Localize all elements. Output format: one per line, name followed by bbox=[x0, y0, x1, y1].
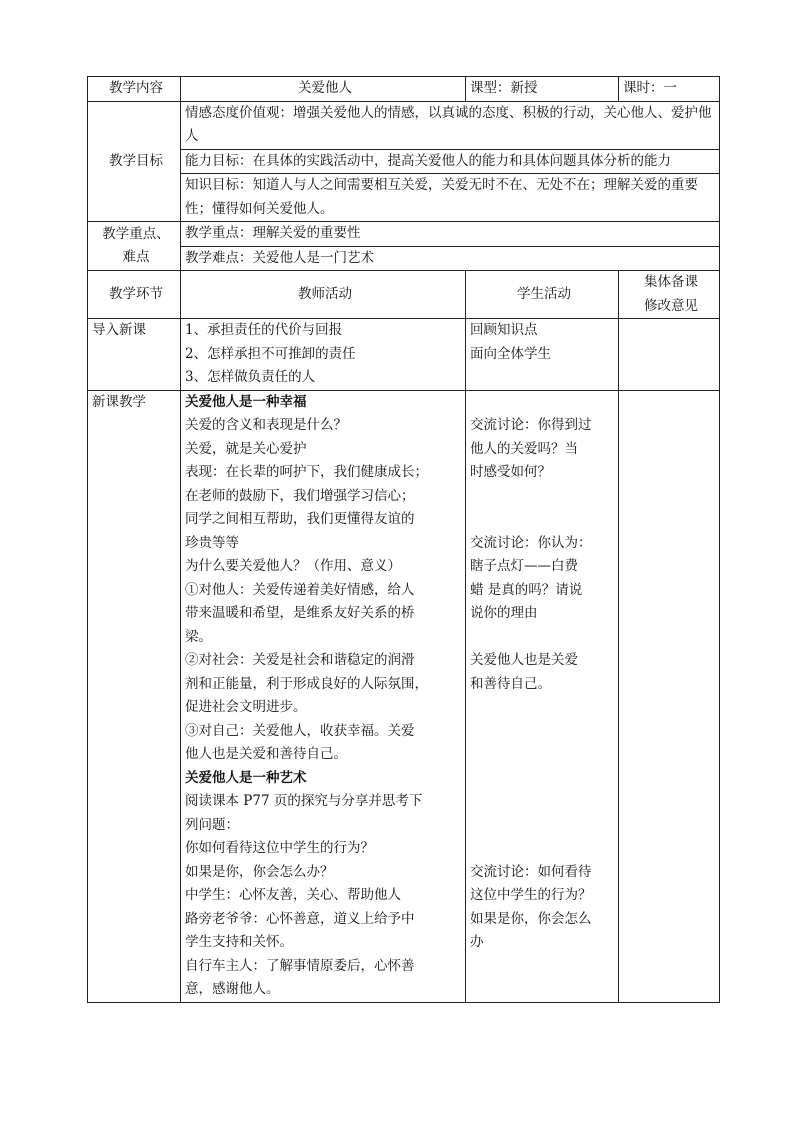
objective-row bbox=[88, 149, 720, 174]
lesson-type: 课型：新授 bbox=[466, 77, 619, 102]
teacher-line: 自行车主人：了解事情原委后，心怀善 bbox=[185, 957, 415, 974]
teacher-line: ③对自己：关爱他人，收获幸福。关爱 bbox=[185, 722, 415, 739]
student-line bbox=[470, 790, 618, 814]
objective-item bbox=[181, 149, 720, 174]
content-label: 教学内容 bbox=[88, 77, 181, 102]
teacher-line: 关爱的含义和表现是什么？ bbox=[185, 417, 347, 433]
teaching-focus: 教学重点：理解关爱的重要性 bbox=[181, 222, 720, 247]
intro-student bbox=[466, 319, 619, 391]
column-notes bbox=[619, 271, 720, 319]
column-header-row bbox=[88, 271, 720, 319]
student-line bbox=[470, 743, 618, 767]
teacher-line: 他人也是关爱和善待自己。 bbox=[185, 746, 347, 762]
new-lesson-stage: 新课教学 bbox=[88, 390, 181, 1002]
column-notes-line: 修改意见 bbox=[644, 297, 698, 314]
teacher-line: 学生支持和关怀。 bbox=[185, 934, 293, 950]
content-value: 关爱他人 bbox=[181, 77, 466, 102]
student-line: 这位中学生的行为？ bbox=[470, 887, 592, 903]
teacher-line: 如果是你，你会怎么办？ bbox=[185, 863, 334, 880]
objective-item bbox=[181, 101, 720, 149]
student-line bbox=[470, 837, 618, 861]
student-line: 蜡 是真的吗？请说 bbox=[470, 581, 583, 598]
intro-teacher-line: 2、怎样承担不可推卸的责任 bbox=[185, 345, 356, 362]
intro-student-line: 面向全体学生 bbox=[470, 345, 551, 362]
new-lesson-notes bbox=[619, 390, 720, 1002]
student-line bbox=[470, 720, 618, 744]
teacher-line: 表现：在长辈的呵护下，我们健康成长； bbox=[185, 464, 428, 480]
objectives-label: 教学目标 bbox=[88, 101, 181, 222]
teacher-line: ②对社会：关爱是社会和谐稳定的润滑 bbox=[185, 652, 415, 668]
student-line: 如果是你，你会怎么 bbox=[470, 910, 592, 927]
student-line bbox=[470, 626, 618, 650]
objective-text: 知识目标：知道人与人之间需要相互关爱，关爱无时不在、无处不在；理解关爱的重要性；懂得如何关爱他人。 bbox=[185, 177, 698, 217]
student-line: 和善待自己。 bbox=[470, 675, 551, 692]
student-line bbox=[470, 391, 618, 415]
column-notes-line: 集体备课 bbox=[644, 274, 698, 290]
teacher-line: 列问题： bbox=[185, 816, 239, 833]
objective-row bbox=[88, 101, 720, 149]
student-line bbox=[470, 767, 618, 791]
teaching-difficulty: 教学难点：关爱他人是一门艺术 bbox=[181, 246, 720, 271]
student-line bbox=[470, 696, 618, 720]
key-points-label bbox=[88, 222, 181, 271]
student-line bbox=[470, 485, 618, 509]
period: 课时：一 bbox=[619, 77, 720, 102]
teacher-line: 为什么要关爱他人？（作用、意义） bbox=[185, 558, 401, 574]
student-line: 交流讨论：如何看待 bbox=[470, 863, 592, 880]
student-line: 说你的理由 bbox=[470, 605, 538, 621]
student-line: 办 bbox=[470, 934, 484, 950]
key-points-row bbox=[88, 246, 720, 271]
column-stage: 教学环节 bbox=[88, 271, 181, 319]
student-line bbox=[470, 508, 618, 532]
teacher-line: 关爱，就是关心爱护 bbox=[185, 440, 307, 457]
teacher-line: 路旁老爷爷：心怀善意，道义上给予中 bbox=[185, 910, 415, 927]
teacher-line: 剂和正能量，利于形成良好的人际氛围， bbox=[185, 675, 428, 692]
teacher-line: ①对他人：关爱传递着美好情感，给人 bbox=[185, 581, 415, 598]
student-line: 时感受如何？ bbox=[470, 464, 551, 480]
objective-text: 情感态度价值观：增强关爱他人的情感，以真诚的态度、积极的行动，关心他人、爱护他人 bbox=[185, 104, 712, 144]
new-lesson-student bbox=[466, 390, 619, 1002]
teacher-line: 中学生：心怀友善，关心、帮助他人 bbox=[185, 887, 401, 903]
teacher-line: 阅读课本 P77 页的探究与分享并思考下 bbox=[185, 793, 423, 809]
student-line: 交流讨论：你认为： bbox=[470, 534, 592, 551]
objective-item bbox=[181, 174, 720, 222]
key-points-label-line: 教学重点、 bbox=[102, 225, 170, 242]
intro-row bbox=[88, 319, 720, 391]
intro-teacher-line: 3、怎样做负责任的人 bbox=[185, 369, 316, 385]
student-line: 交流讨论：你得到过 bbox=[470, 417, 592, 433]
teacher-line: 你如何看待这位中学生的行为？ bbox=[185, 840, 374, 856]
key-points-label-line: 难点 bbox=[122, 249, 150, 265]
teacher-line: 梁。 bbox=[185, 628, 212, 645]
header-row bbox=[88, 77, 720, 102]
intro-teacher-line: 1、承担责任的代价与回报 bbox=[185, 322, 343, 338]
lesson-plan-table bbox=[87, 76, 720, 1003]
student-line bbox=[470, 814, 618, 838]
student-line: 他人的关爱吗？当 bbox=[470, 440, 578, 457]
teacher-line: 在老师的鼓励下，我们增强学习信心； bbox=[185, 487, 415, 504]
objective-row bbox=[88, 174, 720, 222]
student-line: 关爱他人也是关爱 bbox=[470, 652, 578, 668]
objective-text: 能力目标：在具体的实践活动中，提高关爱他人的能力和具体问题具体分析的能力 bbox=[185, 152, 671, 169]
column-teacher: 教师活动 bbox=[181, 271, 466, 319]
teacher-line: 珍贵等等 bbox=[185, 534, 239, 551]
teacher-line: 意，感谢他人。 bbox=[185, 981, 280, 997]
column-student: 学生活动 bbox=[466, 271, 619, 319]
intro-stage: 导入新课 bbox=[88, 319, 181, 391]
teacher-line: 同学之间相互帮助，我们更懂得友谊的 bbox=[185, 511, 415, 527]
intro-notes bbox=[619, 319, 720, 391]
intro-teacher bbox=[181, 319, 466, 391]
teacher-line: 促进社会文明进步。 bbox=[185, 699, 307, 715]
key-points-row bbox=[88, 222, 720, 247]
section-heading: 关爱他人是一种艺术 bbox=[185, 769, 307, 786]
student-line: 瞎子点灯——白费 bbox=[470, 558, 578, 574]
section-heading: 关爱他人是一种幸福 bbox=[185, 393, 307, 410]
teacher-line: 带来温暖和希望，是维系友好关系的桥 bbox=[185, 605, 415, 621]
new-lesson-row bbox=[88, 390, 720, 1002]
new-lesson-teacher bbox=[181, 390, 466, 1002]
intro-student-line: 回顾知识点 bbox=[470, 322, 538, 338]
